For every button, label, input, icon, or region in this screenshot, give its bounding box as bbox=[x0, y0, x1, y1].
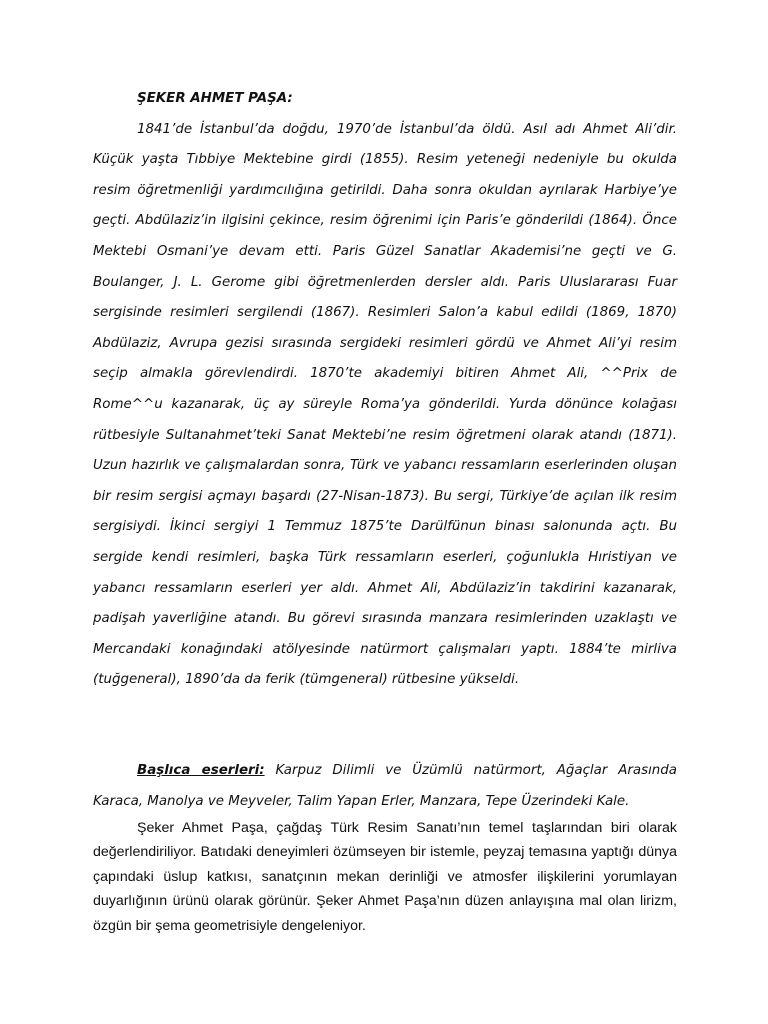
works-label: Başlıca eserleri: bbox=[137, 763, 265, 778]
biography-section bbox=[93, 84, 677, 696]
works-list: Karpuz Dilimli ve Üzümlü natürmort, Ağaçlar Arasında Karaca, Manolya ve Meyveler, Talim Yapan Erler, Manzara, Tepe Üzerindeki Kale. bbox=[93, 763, 677, 809]
document-heading: ŞEKER AHMET PAŞA: bbox=[137, 91, 293, 106]
essay-section bbox=[93, 816, 677, 938]
works-section bbox=[93, 755, 677, 817]
biography-paragraph: 1841’de İstanbul’da doğdu, 1970’de İstanbul’da öldü. Asıl adı Ahmet Ali’dir. Küçük yaşta Tıbbiye Mektebine girdi (1855). Resim yeteneği nedeniyle bu okulda resim öğretmenliği yardımcılığına getirildi. Daha sonra okuldan ayrılarak Harbiye’ye geçti. Abdülaziz’in ilgisini çekince, resim öğrenimi için Paris’e gönderildi (1864). Önce Mektebi Osmani’ye devam etti. Paris Güzel Sanatlar Akademisi’ne geçti ve G. Boulanger, J. L. Gerome gibi öğretmenlerden dersler aldı. Paris Uluslararası Fuar sergisinde resimleri sergilendi (1867). Resimleri Salon’a kabul edildi (1869, 1870) Abdülaziz, Avrupa gezisi sırasında sergideki resimleri gördü ve Ahmet Ali’yi resim seçip almakla görevlendirdi. 1870’te akademiyi bitiren Ahmet Ali, ^^Prix de Rome^^u kazanarak, üç ay süreyle Roma’ya gönderildi. Yurda dönünce kolağası rütbesiyle Sultanahmet’teki Sanat Mektebi’ne resim öğretmeni olarak atandı (1871). Uzun hazırlık ve çalışmalardan sonra, Türk ve yabancı ressamların eserlerinden oluşan bir resim sergisi açmayı başardı (27-Nisan-1873). Bu sergi, Türkiye’de açılan ilk resim sergisiydi. İkinci sergiyi 1 Temmuz 1875’te Darülfünun binası salonunda açtı. Bu sergide kendi resimleri, başka Türk ressamların eserleri, çoğunlukla Hıristiyan ve yabancı ressamların eserleri yer aldı. Ahmet Ali, Abdülaziz’in takdirini kazanarak, padişah yaverliğine atandı. Bu görevi sırasında manzara resimlerinden uzaklaştı ve Mercandaki konağındaki atölyesinde natürmort çalışmaları yaptı. 1884’te mirliva (tuğgeneral), 1890’da da ferik (tümgeneral) rütbesine yükseldi. bbox=[93, 121, 677, 688]
essay-paragraph: Şeker Ahmet Paşa, çağdaş Türk Resim Sanatı’nın temel taşlarından biri olarak değerlendiriliyor. Batıdaki deneyimleri özümseyen bir istemle, peyzaj temasına yaptığı dünya çapındaki üslup katkısı, sanatçının mekan derinliği ve atmosfer ilişkilerini yorumlayan duyarlığının ürünü olarak görünür. Şeker Ahmet Paşa’nın düzen anlayışına mal olan lirizm, özgün bir şema geometrisiyle dengeleniyor. bbox=[93, 820, 677, 934]
works-paragraph bbox=[93, 755, 677, 817]
